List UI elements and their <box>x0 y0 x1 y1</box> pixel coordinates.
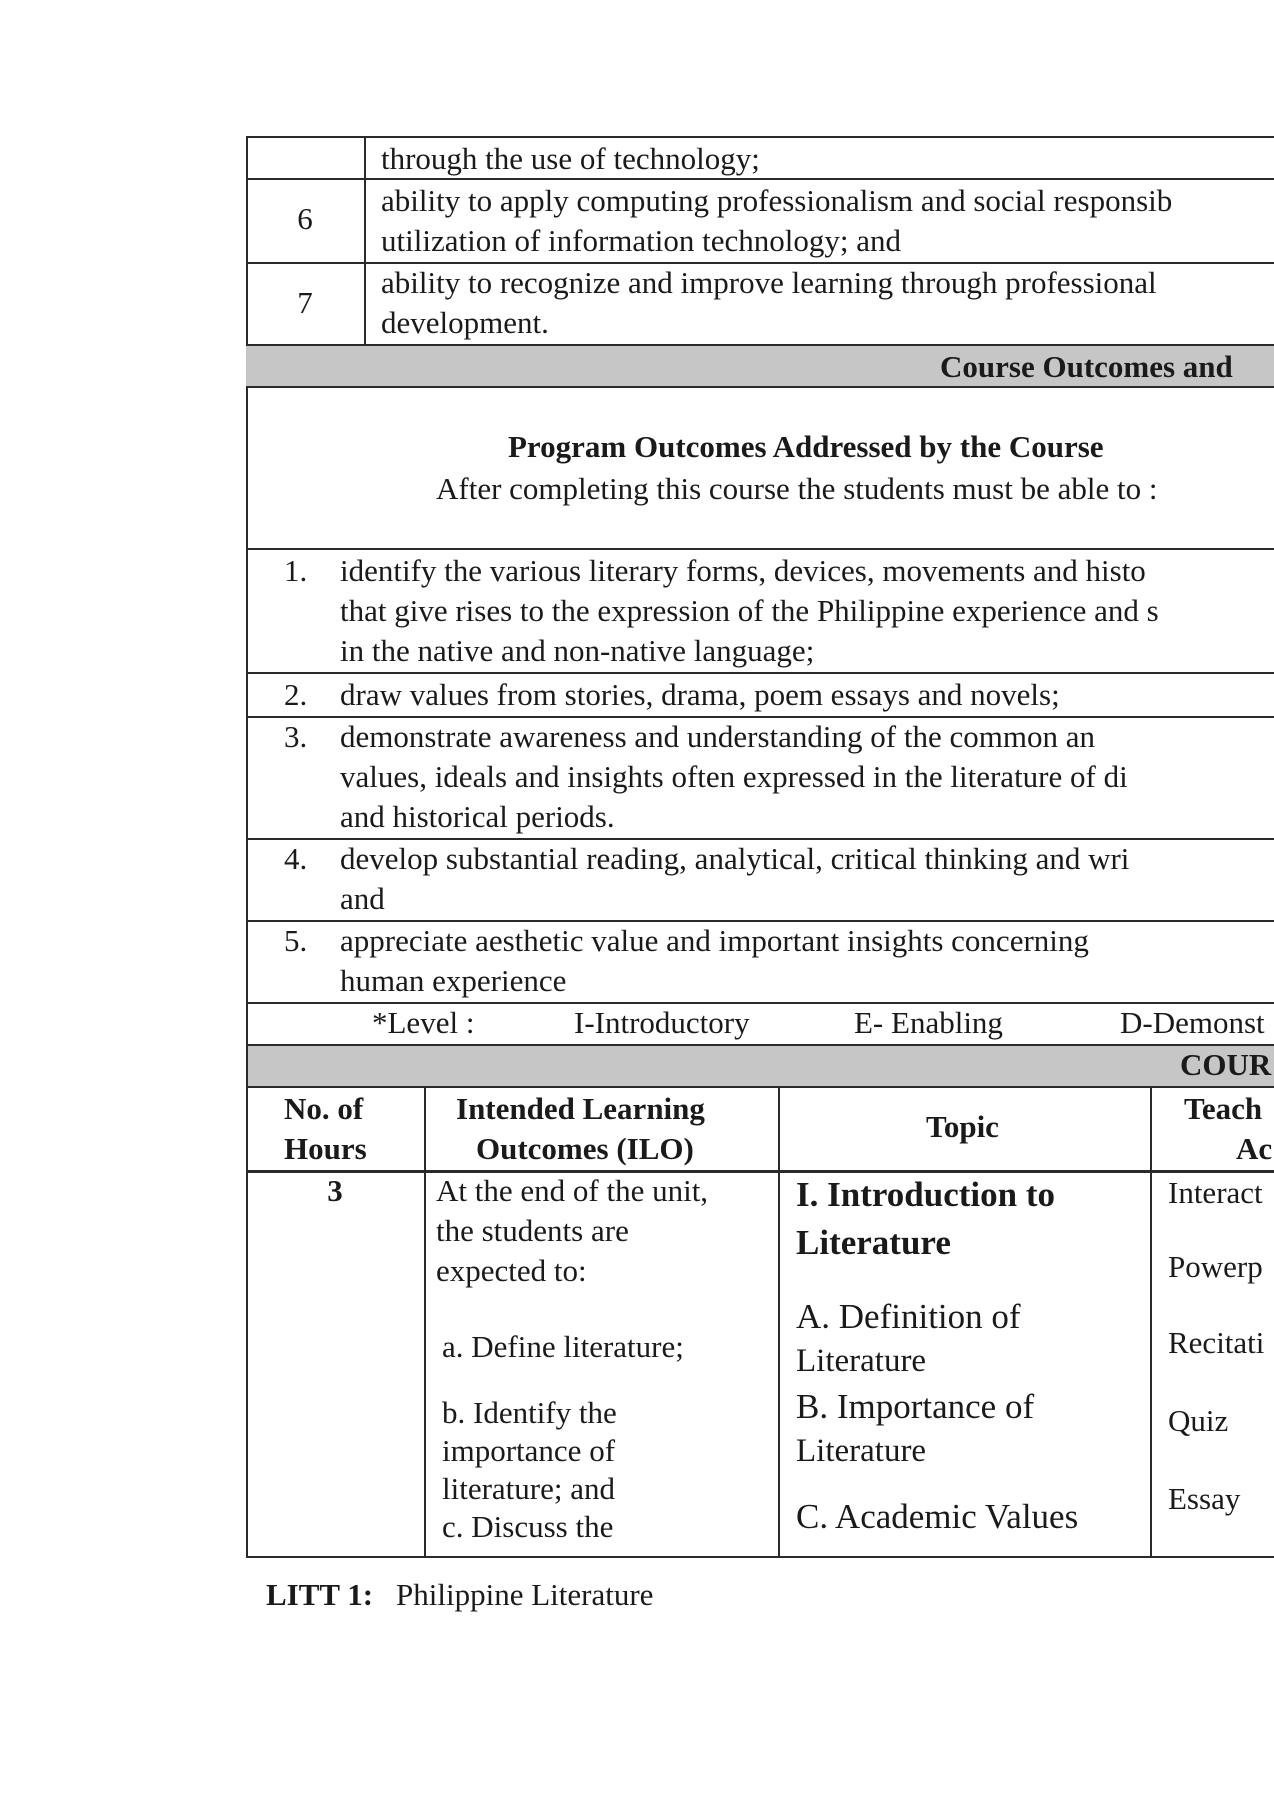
ilo-c: c. Discuss the <box>442 1509 614 1544</box>
po-row7-number: 7 <box>297 285 313 320</box>
po-row7-line1: ability to recognize and improve learning through professional <box>381 265 1157 300</box>
header-teaching-line2: Ac <box>1236 1131 1273 1166</box>
outcome-number: 5. <box>284 923 308 958</box>
topic-title-line2: Literature <box>796 1223 951 1262</box>
outcome-number: 3. <box>284 719 308 754</box>
rule <box>246 386 248 1558</box>
topic-b-line2: Literature <box>796 1433 927 1469</box>
topic-c: C. Academic Values <box>796 1497 1079 1536</box>
ilo-b-line1: b. Identify the <box>442 1395 617 1430</box>
ilo-a: a. Define literature; <box>442 1329 684 1364</box>
outcome-4-line2: and <box>340 881 385 916</box>
po-row6-line1: ability to apply computing professionalism and social responsib <box>381 183 1173 218</box>
outcome-3-line1: demonstrate awareness and understanding of the common an <box>340 719 1095 754</box>
row-hours: 3 <box>327 1173 343 1208</box>
rule <box>778 1086 780 1558</box>
outcome-number: 2. <box>284 677 308 712</box>
topic-a-line1: A. Definition of <box>796 1297 1021 1336</box>
outcome-5-line2: human experience <box>340 963 567 998</box>
rule <box>1150 1086 1152 1558</box>
outcome-1-line2: that give rises to the expression of the Philippine experience and s <box>340 593 1159 628</box>
outcome-number: 1. <box>284 553 308 588</box>
po-row7-line2: development. <box>381 305 549 340</box>
outcome-4-line1: develop substantial reading, analytical, critical thinking and wri <box>340 841 1130 876</box>
outcome-3-line3: and historical periods. <box>340 799 615 834</box>
rule <box>364 136 366 344</box>
po-row6-number: 6 <box>297 201 313 236</box>
header-topic: Topic <box>926 1109 999 1144</box>
header-ilo-line1: Intended Learning <box>456 1091 705 1126</box>
activity-item: Interact <box>1168 1175 1263 1210</box>
ilo-intro-line2: the students are <box>436 1213 629 1248</box>
po-row6-line2: utilization of information technology; and <box>381 223 901 258</box>
rule <box>246 178 1274 180</box>
outcome-2-line1: draw values from stories, drama, poem essays and novels; <box>340 677 1060 712</box>
activity-item: Essay <box>1168 1481 1241 1516</box>
footer-course-name: Philippine Literature <box>396 1577 654 1612</box>
header-ilo-line2: Outcomes (ILO) <box>476 1131 694 1166</box>
rule <box>246 672 1274 674</box>
po-row5-text: through the use of technology; <box>381 141 760 176</box>
outcome-number: 4. <box>284 841 308 876</box>
ilo-intro-line3: expected to: <box>436 1253 587 1288</box>
course-band <box>248 1046 1274 1086</box>
rule <box>246 136 1274 138</box>
header-teaching-line1: Teach <box>1184 1091 1263 1126</box>
rule <box>246 1086 1274 1088</box>
outcome-1-line1: identify the various literary forms, devices, movements and histo <box>340 553 1146 588</box>
po-section-title: Program Outcomes Addressed by the Course <box>508 429 1104 464</box>
ilo-b-line3: literature; and <box>442 1471 615 1506</box>
rule <box>424 1086 426 1558</box>
level-enabling: E- Enabling <box>854 1005 1003 1040</box>
rule <box>246 548 1274 550</box>
level-label: *Level : <box>372 1005 475 1040</box>
ilo-intro-line1: At the end of the unit, <box>436 1173 709 1208</box>
footer-course-code: LITT 1: <box>266 1577 374 1612</box>
level-demonstrative: D-Demonst <box>1120 1005 1265 1040</box>
outcome-5-line1: appreciate aesthetic value and important insights concerning <box>340 923 1089 958</box>
activity-item: Quiz <box>1168 1403 1229 1438</box>
outcome-1-line3: in the native and non-native language; <box>340 633 815 668</box>
rule <box>246 386 1274 388</box>
course-outcomes-band-label: Course Outcomes and <box>940 349 1233 384</box>
topic-title-line1: I. Introduction to <box>796 1175 1055 1214</box>
activity-item: Powerp <box>1168 1249 1263 1284</box>
activity-item: Recitati <box>1168 1325 1265 1360</box>
level-introductory: I-Introductory <box>574 1005 750 1040</box>
course-band-label: COUR <box>1180 1047 1272 1082</box>
outcome-3-line2: values, ideals and insights often expressed in the literature of di <box>340 759 1128 794</box>
header-hours-line2: Hours <box>284 1131 367 1166</box>
po-section-subtitle: After completing this course the students must be able to : <box>436 471 1158 506</box>
topic-b-line1: B. Importance of <box>796 1387 1035 1426</box>
ilo-b-line2: importance of <box>442 1433 616 1468</box>
rule <box>246 1556 1274 1558</box>
header-hours-line1: No. of <box>284 1091 364 1126</box>
topic-a-line2: Literature <box>796 1343 927 1379</box>
